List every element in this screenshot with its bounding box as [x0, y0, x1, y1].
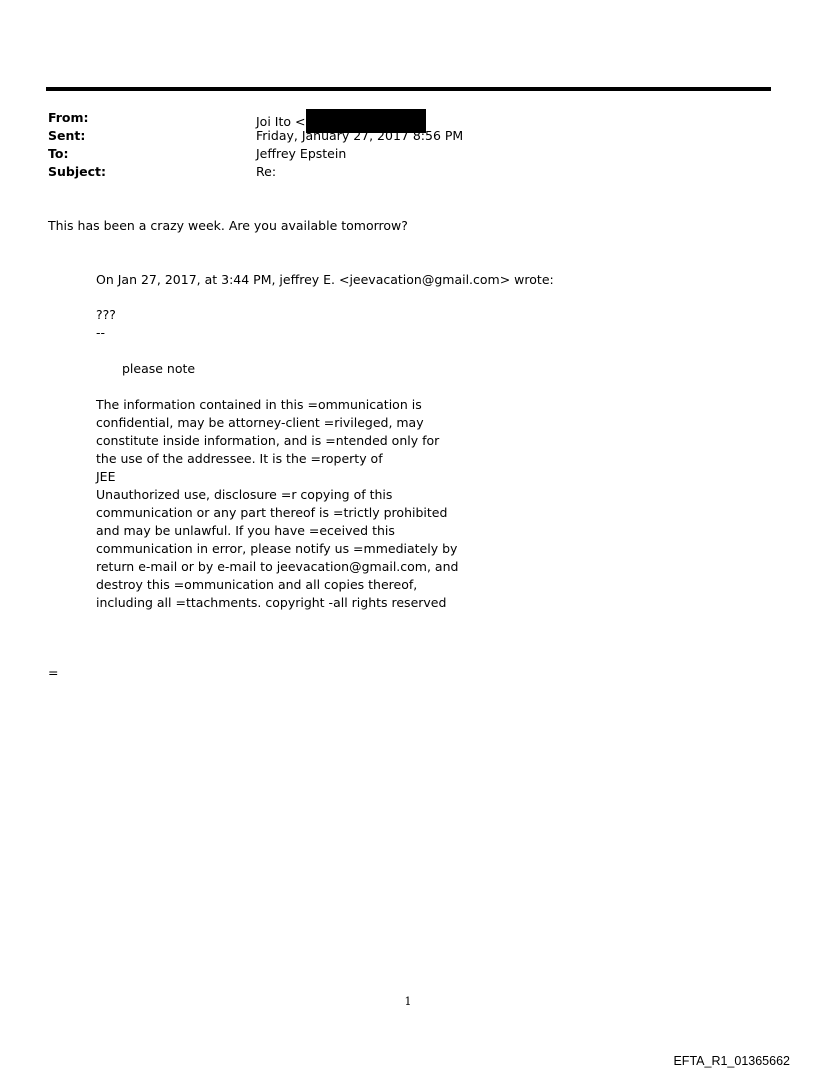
sent-value: Friday, January 27, 2017 8:56 PM — [256, 128, 464, 143]
disclaimer-line: communication or any part thereof is =trictly prohibited — [96, 505, 448, 520]
disclaimer-line: and may be unlawful. If you have =eceived this — [96, 523, 395, 538]
disclaimer-line: the use of the addressee. It is the =roperty of — [96, 451, 383, 466]
disclaimer-line: The information contained in this =ommunication is — [96, 397, 422, 412]
quote-intro: On Jan 27, 2017, at 3:44 PM, jeffrey E. <jeevacation@gmail.com> wrote: — [96, 272, 554, 287]
please-note: please note — [122, 361, 196, 376]
reply-text: This has been a crazy week. Are you available tomorrow? — [48, 218, 408, 233]
page-number: 1 — [404, 995, 412, 1008]
trailing-char: = — [48, 665, 59, 680]
disclaimer-paragraph — [96, 396, 458, 612]
from-label: From: — [48, 110, 89, 125]
sent-label: Sent: — [48, 128, 86, 143]
from-sender: Joi Ito < — [256, 114, 306, 129]
header-rule — [46, 87, 771, 91]
signature-separator: -- — [96, 325, 106, 340]
disclaimer-line: Unauthorized use, disclosure =r copying of this — [96, 487, 393, 502]
to-value: Jeffrey Epstein — [256, 146, 347, 161]
document-id: EFTA_R1_01365662 — [673, 1054, 790, 1068]
disclaimer-line: JEE — [96, 469, 116, 484]
disclaimer-line: including all =ttachments. copyright -all rights reserved — [96, 595, 447, 610]
subject-label: Subject: — [48, 164, 106, 179]
disclaimer-line: destroy this =ommunication and all copies thereof, — [96, 577, 418, 592]
disclaimer-line: confidential, may be attorney-client =rivileged, may — [96, 415, 424, 430]
disclaimer-line: constitute inside information, and is =ntended only for — [96, 433, 440, 448]
to-label: To: — [48, 146, 69, 161]
disclaimer-line: return e-mail or by e-mail to jeevacation@gmail.com, and — [96, 559, 459, 574]
disclaimer-line: communication in error, please notify us =mmediately by — [96, 541, 458, 556]
quoted-question: ??? — [96, 307, 116, 322]
subject-value: Re: — [256, 164, 277, 179]
